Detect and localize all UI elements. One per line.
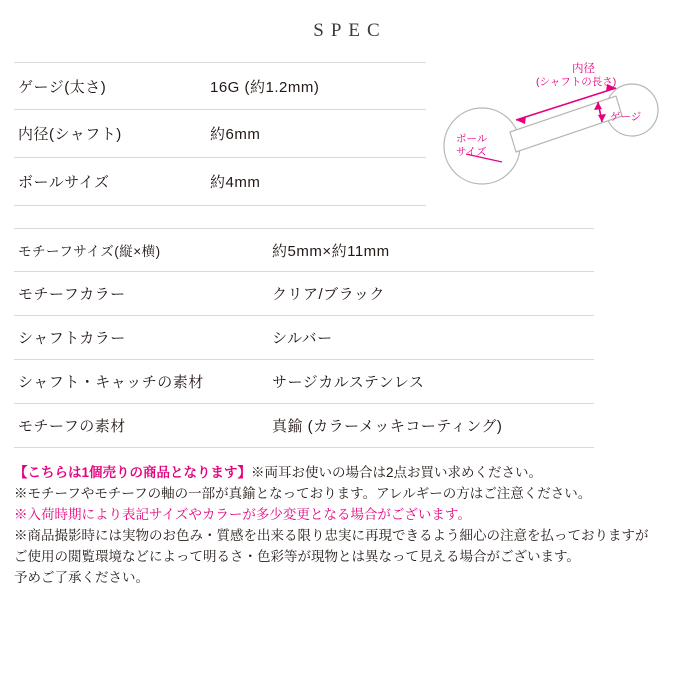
spec-label: モチーフの素材 [18, 418, 126, 435]
note-line-6: 予めご了承ください。 [14, 570, 149, 585]
spec-label: ゲージ(太さ) [18, 78, 107, 96]
gauge-label: ゲージ [610, 111, 642, 123]
table-row [14, 316, 594, 360]
ball-size-label-line1: ボール [456, 133, 488, 145]
note-line-3: ※入荷時期により表記サイズやカラーが多少変更となる場合がございます。 [14, 507, 471, 522]
spec-table-top [14, 62, 426, 206]
spec-value: シルバー [272, 330, 333, 347]
spec-value: 約4mm [210, 174, 261, 191]
spec-value: クリア/ブラック [272, 286, 385, 303]
note-line-5: ご使用の閲覧環境などによって明るさ・色彩等が現物とは異なって見える場合がございます。 [14, 549, 580, 564]
note-line-2: ※モチーフやモチーフの軸の一部が真鍮となっております。アレルギーの方はご注意ください。 [14, 486, 592, 501]
table-row [14, 110, 426, 158]
spec-value: 約6mm [210, 126, 261, 143]
table-row [14, 404, 594, 448]
inner-diameter-label-line1: 内径 [572, 63, 595, 75]
table-row [14, 62, 426, 110]
note-line-1-pink: 【こちらは1個売りの商品となります】 [14, 465, 252, 480]
spec-value: サージカルステンレス [272, 374, 425, 391]
ball-size-label-line2: サイズ [456, 146, 487, 158]
spec-value: 16G (約1.2mm) [210, 78, 320, 96]
spec-label: シャフトカラー [18, 330, 126, 347]
piercing-dimension-diagram [430, 58, 690, 208]
spec-label: ボールサイズ [18, 174, 110, 191]
table-row [14, 228, 594, 272]
note-line-1-black: ※両耳お使いの場合は2点お買い求めください。 [251, 465, 543, 480]
spec-label: モチーフカラー [18, 286, 126, 303]
table-row [14, 360, 594, 404]
spec-table-bottom [14, 228, 594, 448]
table-row [14, 158, 426, 206]
table-row [14, 272, 594, 316]
page-title: SPEC [313, 20, 387, 41]
spec-label: シャフト・キャッチの素材 [18, 374, 204, 391]
note-line-4: ※商品撮影時には実物のお色み・質感を出来る限り忠実に再現できるよう細心の注意を払っておりますが [14, 528, 649, 543]
notes-block [14, 462, 686, 588]
spec-value: 約5mm×約11mm [272, 242, 390, 260]
spec-value: 真鍮 (カラーメッキコーティング) [272, 418, 503, 435]
note-line [14, 462, 686, 483]
spec-label: モチーフサイズ(縦×横) [18, 244, 161, 259]
spec-label: 内径(シャフト) [18, 126, 122, 143]
inner-diameter-label-line2: (シャフトの長さ) [536, 76, 617, 88]
